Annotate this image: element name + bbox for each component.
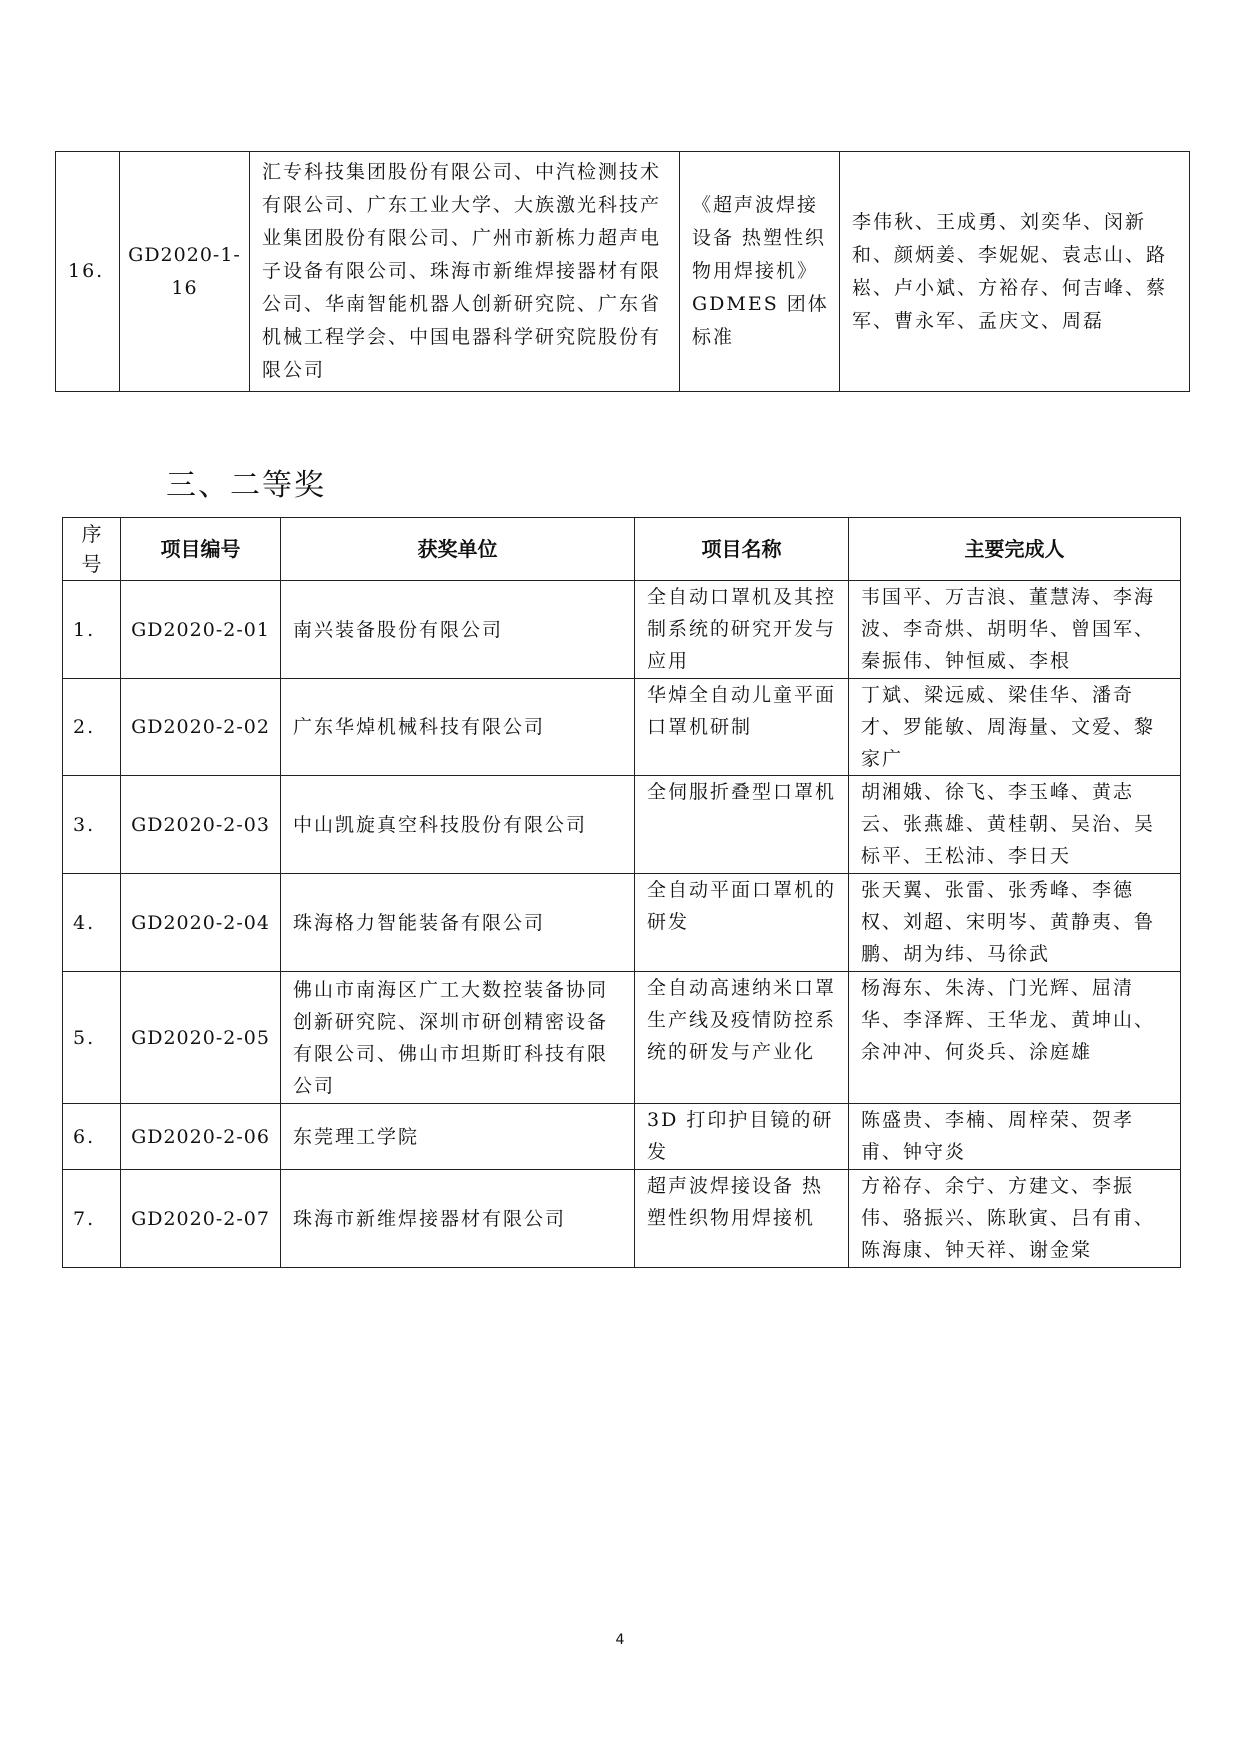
- row-project-name: 《超声波焊接设备 热塑性织物用焊接机》GDMES 团体标准: [680, 152, 840, 392]
- header-project-code: 项目编号: [121, 518, 281, 581]
- row-award-unit: 珠海格力智能装备有限公司: [281, 874, 635, 972]
- section-title: 三、二等奖: [166, 468, 326, 503]
- first-prize-table-continued: [55, 151, 1190, 392]
- row-project-name: 华焯全自动儿童平面口罩机研制: [635, 679, 849, 776]
- row-seq: 3.: [63, 776, 121, 874]
- row-main-contributors: 李伟秋、王成勇、刘奕华、闵新和、颜炳姜、李妮妮、袁志山、路崧、卢小斌、方裕存、何吉峰、蔡军、曹永军、孟庆文、周磊: [840, 152, 1190, 392]
- second-prize-table: [62, 517, 1181, 1268]
- row-award-unit: 中山凯旋真空科技股份有限公司: [281, 776, 635, 874]
- row-main-contributors: 胡湘娥、徐飞、李玉峰、黄志云、张燕雄、黄桂朝、吴治、吴标平、王松沛、李日天: [849, 776, 1181, 874]
- row-main-contributors: 丁斌、梁远威、梁佳华、潘奇才、罗能敏、周海量、文爱、黎家广: [849, 679, 1181, 776]
- table-row: [63, 1170, 1181, 1268]
- row-seq: 1.: [63, 581, 121, 679]
- row-award-unit: 珠海市新维焊接器材有限公司: [281, 1170, 635, 1268]
- row-main-contributors: 方裕存、余宁、方建文、李振伟、骆振兴、陈耿寅、吕有甫、 陈海康、钟天祥、谢金棠: [849, 1170, 1181, 1268]
- row-project-name: 全自动平面口罩机的研发: [635, 874, 849, 972]
- header-project-name: 项目名称: [635, 518, 849, 581]
- row-project-code: GD2020-1-16: [120, 152, 250, 392]
- row-award-unit: 汇专科技集团股份有限公司、中汽检测技术有限公司、广东工业大学、大族激光科技产业集团股份有限公司、广州市新栋力超声电子设备有限公司、珠海市新维焊接器材有限公司、华南智能机器人创新研究院、广东省机械工程学会、中国电器科学研究院股份有限公司: [250, 152, 680, 392]
- row-seq: 16.: [56, 152, 120, 392]
- row-seq: 2.: [63, 679, 121, 776]
- table-row: [63, 581, 1181, 679]
- row-seq: 6.: [63, 1104, 121, 1170]
- page-number: 4: [615, 1632, 625, 1648]
- row-main-contributors: 杨海东、朱涛、门光辉、屈清华、李泽辉、王华龙、黄坤山、余冲冲、何炎兵、涂庭雄: [849, 972, 1181, 1104]
- row-project-name: 超声波焊接设备 热塑性织物用焊接机: [635, 1170, 849, 1268]
- table-row: [56, 152, 1190, 392]
- header-award-unit: 获奖单位: [281, 518, 635, 581]
- row-seq: 4.: [63, 874, 121, 972]
- row-project-code: GD2020-2-06: [121, 1104, 281, 1170]
- row-main-contributors: 韦国平、万吉浪、董慧涛、李海波、李奇烘、胡明华、曾国军、秦振伟、钟恒威、李根: [849, 581, 1181, 679]
- row-award-unit: 佛山市南海区广工大数控装备协同创新研究院、深圳市研创精密设备有限公司、佛山市坦斯盯科技有限公司: [281, 972, 635, 1104]
- row-project-code: GD2020-2-04: [121, 874, 281, 972]
- table-row: [63, 776, 1181, 874]
- row-project-name: 全伺服折叠型口罩机: [635, 776, 849, 874]
- row-seq: 7.: [63, 1170, 121, 1268]
- row-award-unit: 南兴装备股份有限公司: [281, 581, 635, 679]
- row-main-contributors: 陈盛贵、李楠、周梓荣、贺孝甫、钟守炎: [849, 1104, 1181, 1170]
- row-project-name: 3D 打印护目镜的研发: [635, 1104, 849, 1170]
- row-project-code: GD2020-2-07: [121, 1170, 281, 1268]
- row-award-unit: 广东华焯机械科技有限公司: [281, 679, 635, 776]
- row-project-name: 全自动高速纳米口罩生产线及疫情防控系统的研发与产业化: [635, 972, 849, 1104]
- table-row: [63, 972, 1181, 1104]
- row-project-code: GD2020-2-01: [121, 581, 281, 679]
- table-row: [63, 874, 1181, 972]
- row-project-code: GD2020-2-02: [121, 679, 281, 776]
- table-row: [63, 1104, 1181, 1170]
- row-seq: 5.: [63, 972, 121, 1104]
- table-row: [63, 679, 1181, 776]
- row-project-code: GD2020-2-05: [121, 972, 281, 1104]
- table-header-row: [63, 518, 1181, 581]
- header-main-contributors: 主要完成人: [849, 518, 1181, 581]
- row-main-contributors: 张天翼、张雷、张秀峰、李德权、刘超、宋明岑、黄静夷、鲁鹏、胡为纬、马徐武: [849, 874, 1181, 972]
- row-project-name: 全自动口罩机及其控制系统的研究开发与应用: [635, 581, 849, 679]
- row-project-code: GD2020-2-03: [121, 776, 281, 874]
- row-award-unit: 东莞理工学院: [281, 1104, 635, 1170]
- header-seq: 序号: [63, 518, 121, 581]
